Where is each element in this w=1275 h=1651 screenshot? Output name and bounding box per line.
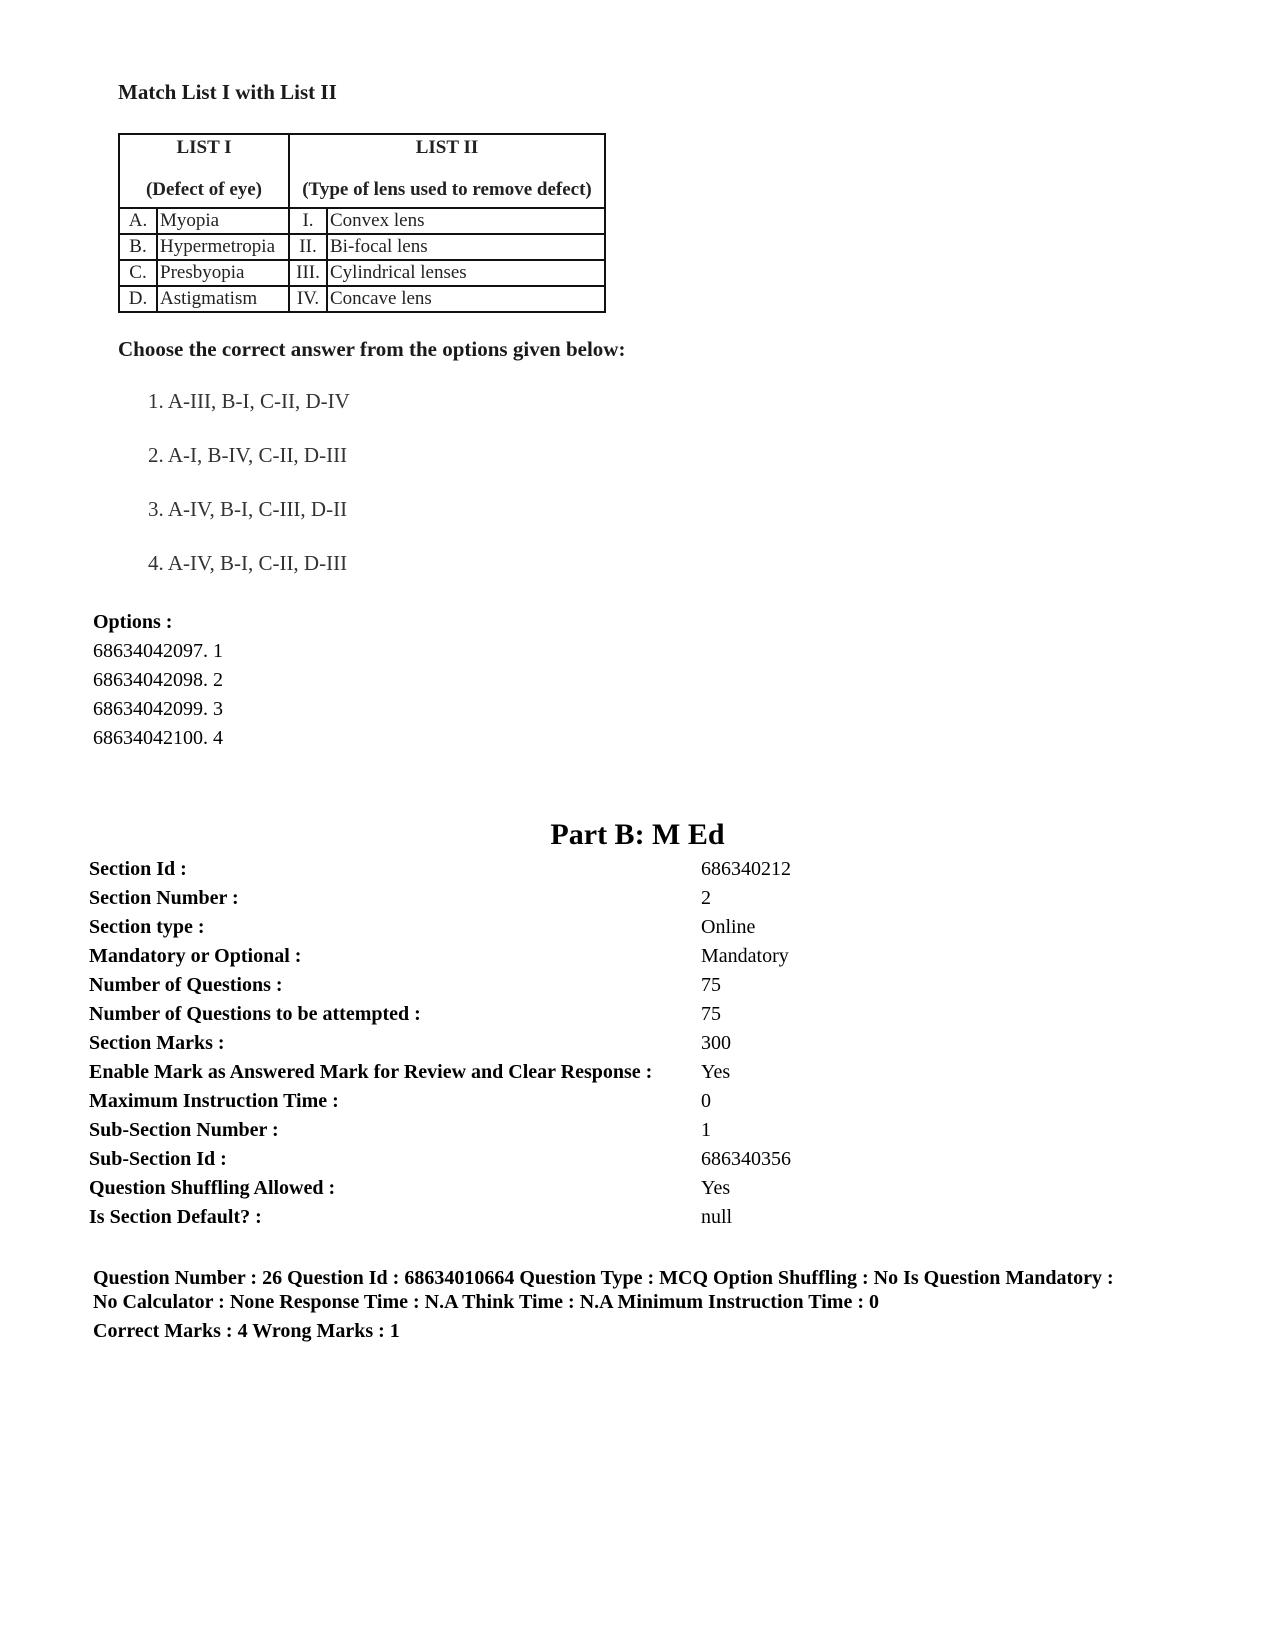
section-info-label: Section Marks : — [89, 1032, 225, 1054]
section-info-value: Online — [701, 916, 756, 938]
section-info-label: Is Section Default? : — [89, 1206, 262, 1228]
choose-instruction: Choose the correct answer from the options given below: — [118, 337, 626, 361]
section-info-label: Enable Mark as Answered Mark for Review and Clear Response : — [89, 1061, 653, 1083]
list2-header: LIST II — [415, 137, 479, 158]
row-letter: A. — [119, 208, 157, 234]
section-info-value: 75 — [701, 974, 721, 996]
row-roman: III. — [289, 260, 327, 286]
section-info-label: Section Number : — [89, 887, 239, 909]
section-info-value: Yes — [701, 1061, 731, 1083]
match-table-header — [119, 134, 605, 208]
option-item: 68634042099. 3 — [93, 698, 223, 720]
answer-choice-3: 3. A-IV, B-I, C-III, D-II — [148, 497, 348, 521]
list2-header-cell — [289, 134, 605, 208]
row-defect: Myopia — [157, 208, 289, 234]
option-item: 68634042100. 4 — [93, 727, 223, 749]
section-info-value: 0 — [701, 1090, 711, 1112]
section-info-label: Section type : — [89, 916, 205, 938]
row-lens: Concave lens — [327, 286, 605, 312]
section-info-value: null — [701, 1206, 733, 1228]
answer-choice-1: 1. A-III, B-I, C-II, D-IV — [148, 389, 350, 413]
match-table — [118, 133, 606, 313]
section-info-label: Sub-Section Id : — [89, 1148, 227, 1170]
row-roman: II. — [289, 234, 327, 260]
list1-subheader: (Defect of eye) — [145, 179, 263, 200]
section-info-label: Mandatory or Optional : — [89, 945, 302, 967]
answer-choice-4: 4. A-IV, B-I, C-II, D-III — [148, 551, 348, 575]
table-row — [119, 260, 605, 286]
section-info-label: Number of Questions : — [89, 974, 283, 996]
option-item: 68634042098. 2 — [93, 669, 223, 691]
row-defect: Astigmatism — [157, 286, 289, 312]
section-info-value: Mandatory — [701, 945, 789, 967]
section-info-value: 75 — [701, 1003, 721, 1025]
table-row — [119, 234, 605, 260]
section-info-label: Question Shuffling Allowed : — [89, 1177, 336, 1199]
option-item: 68634042097. 1 — [93, 640, 223, 662]
section-info-label: Section Id : — [89, 858, 187, 880]
section-info-value: 2 — [701, 887, 711, 909]
list1-header-cell — [119, 134, 289, 208]
row-lens: Convex lens — [327, 208, 605, 234]
list1-header: LIST I — [176, 137, 232, 158]
row-lens: Bi-focal lens — [327, 234, 605, 260]
row-letter: B. — [119, 234, 157, 260]
answer-choice-2: 2. A-I, B-IV, C-II, D-III — [148, 443, 348, 467]
part-title: Part B: M Ed — [550, 818, 725, 851]
section-info-value: 300 — [701, 1032, 731, 1054]
row-defect: Hypermetropia — [157, 234, 289, 260]
question-heading: Match List I with List II — [118, 80, 337, 104]
section-info-value: 686340212 — [701, 858, 791, 880]
row-letter: C. — [119, 260, 157, 286]
table-row — [119, 208, 605, 234]
section-info-label: Sub-Section Number : — [89, 1119, 279, 1141]
table-row — [119, 286, 605, 312]
question-meta-line3: Correct Marks : 4 Wrong Marks : 1 — [93, 1320, 400, 1342]
section-info-value: Yes — [701, 1177, 731, 1199]
question-meta-line1: Question Number : 26 Question Id : 68634010664 Question Type : MCQ Option Shuffling : No Is Question Mandatory : — [93, 1267, 1114, 1289]
question-meta-line2: No Calculator : None Response Time : N.A Think Time : N.A Minimum Instruction Time : 0 — [93, 1291, 879, 1313]
row-roman: I. — [289, 208, 327, 234]
section-info-value: 686340356 — [701, 1148, 791, 1170]
section-info-label: Number of Questions to be attempted : — [89, 1003, 421, 1025]
row-letter: D. — [119, 286, 157, 312]
section-info-label: Maximum Instruction Time : — [89, 1090, 339, 1112]
list2-subheader: (Type of lens used to remove defect) — [302, 179, 592, 200]
row-roman: IV. — [289, 286, 327, 312]
section-info-value: 1 — [701, 1119, 711, 1141]
options-title: Options : — [93, 611, 173, 633]
row-lens: Cylindrical lenses — [327, 260, 605, 286]
row-defect: Presbyopia — [157, 260, 289, 286]
